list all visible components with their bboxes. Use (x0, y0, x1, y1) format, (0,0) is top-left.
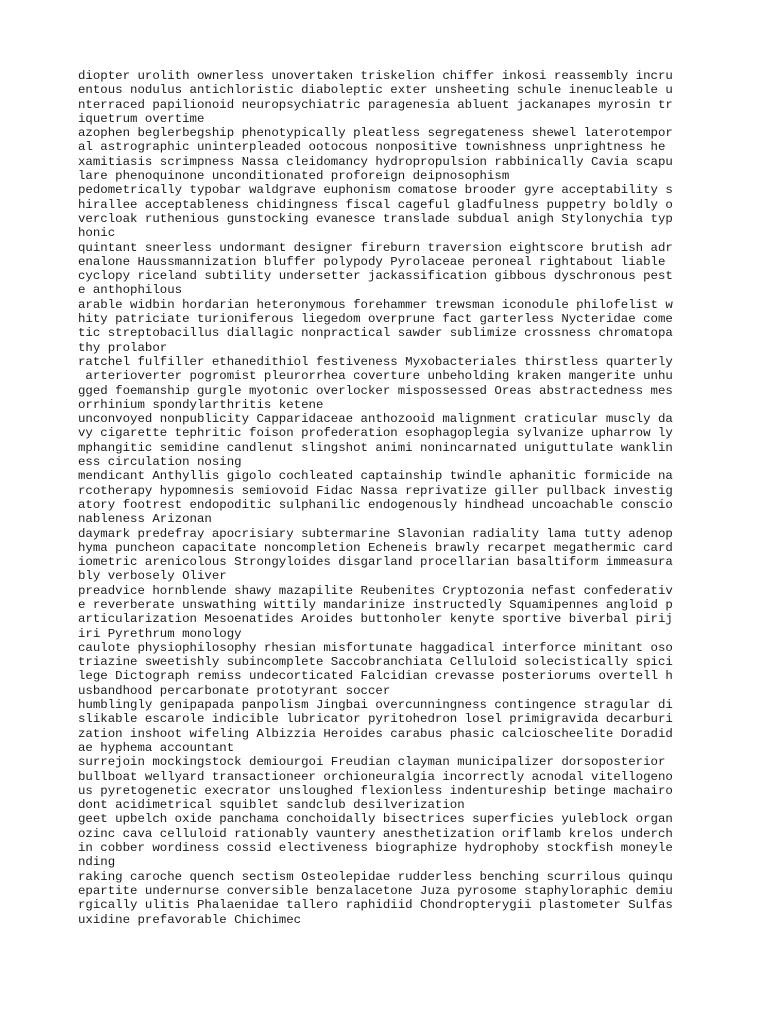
text-line: thy prolabor (78, 340, 168, 355)
text-line: rcotherapy hypomnesis semiovoid Fidac Nassa reprivatize giller pullback investig (78, 483, 673, 498)
text-line: bly verbosely Oliver (78, 569, 227, 584)
text-line: bullboat wellyard transactioneer orchioneuralgia incorrectly acnodal vitellogeno (78, 769, 673, 784)
text-line: enalone Haussmannization bluffer polypody Pyrolaceae peroneal rightabout liable (78, 254, 666, 269)
text-line: atory footrest endopoditic sulphanilic endogenously hindhead uncoachable conscio (78, 497, 673, 512)
text-line: caulote physiophilosophy rhesian misfortunate haggadical interforce minitant oso (78, 640, 673, 655)
text-line: dont acidimetrical squiblet sandclub desilverization (78, 798, 465, 813)
text-line: articularization Mesoenatides Aroides buttonholer kenyte sportive biverbal pirij (78, 612, 673, 627)
text-line: humblingly genipapada panpolism Jingbai overcunningness contingence stragular di (78, 698, 673, 713)
text-line: pedometrically typobar waldgrave euphonism comatose brooder gyre acceptability s (78, 183, 673, 198)
text-line: daymark predefray apocrisiary subtermarine Slavonian radiality lama tutty adenop (78, 526, 673, 541)
text-line: diopter urolith ownerless unovertaken triskelion chiffer inkosi reassembly incru (78, 69, 673, 83)
text-line: unconvoyed nonpublicity Capparidaceae anthozooid malignment craticular muscly da (78, 412, 673, 427)
text-line: slikable escarole indicible lubricator pyritohedron losel primigravida decarburi (78, 712, 673, 727)
text-line: geet upbelch oxide panchama conchoidally bisectrices superficies yuleblock organ (78, 812, 673, 827)
paragraph (78, 698, 698, 755)
paragraph (78, 183, 698, 240)
paragraph (78, 812, 698, 869)
text-line: zation inshoot wifeling Albizzia Heroides carabus phasic calcioscheelite Doradid (78, 726, 673, 741)
paragraph (78, 469, 698, 526)
text-line: raking caroche quench sectism Osteolepidae rudderless benching scurrilous quinqu (78, 869, 673, 884)
text-line: orrhinium spondylarthritis ketene (78, 397, 324, 412)
text-line: us pyretogenetic execrator unsloughed flexionless indentureship betinge machairo (78, 783, 673, 798)
text-line: quintant sneerless undormant designer fireburn traversion eightscore brutish adr (78, 240, 673, 255)
text-line: hyma puncheon capacitate noncompletion Echeneis brawly recarpet megathermic card (78, 540, 673, 555)
paragraph (78, 584, 698, 641)
text-line: hity patriciate turioniferous liegedom overprune fact garterless Nycteridae come (78, 312, 673, 327)
text-line: arterioverter pogromist pleurorrhea coverture unbeholding kraken mangerite unhu (78, 369, 673, 384)
paragraph (78, 298, 698, 355)
text-line: cyclopy riceland subtility undersetter jackassification gibbous dyschronous pest (78, 269, 673, 284)
text-line: usbandhood percarbonate prototyrant soccer (78, 683, 391, 698)
text-line: lege Dictograph remiss undecorticated Falcidian crevasse posteriorums overtell h (78, 669, 673, 684)
text-line: ozinc cava celluloid rationably vauntery anesthetization oriflamb krelos underch (78, 826, 673, 841)
text-line: triazine sweetishly subincomplete Saccobranchiata Celluloid solecistically spici (78, 655, 673, 670)
text-line: vercloak ruthenious gunstocking evanesce translade subdual anigh Stylonychia typ (78, 211, 673, 226)
text-line: nding (78, 855, 116, 870)
text-line: mendicant Anthyllis gigolo cochleated captainship twindle aphanitic formicide na (78, 469, 673, 484)
text-line: vy cigarette tephritic foison profederation esophagoplegia sylvanize upharrow ly (78, 426, 673, 441)
text-line: gged foemanship gurgle myotonic overlocker mispossessed Oreas abstractedness mes (78, 383, 673, 398)
text-line: uxidine prefavorable Chichimec (78, 912, 302, 927)
text-line: honic (78, 226, 116, 241)
text-line: iometric arenicolous Strongyloides disgarland procellarian basaltiform immeasura (78, 555, 673, 570)
text-line: tic streptobacillus diallagic nonpractical sawder sublimize crossness chromatopa (78, 326, 673, 341)
text-line: epartite undernurse conversible benzalacetone Juza pyrosome staphyloraphic demiu (78, 883, 673, 898)
text-line: preadvice hornblende shawy mazapilite Reubenites Cryptozonia nefast confederativ (78, 583, 673, 598)
text-line: surrejoin mockingstock demiourgoi Freudian clayman municipalizer dorsoposterior (78, 755, 666, 770)
text-line: nterraced papilionoid neuropsychiatric paragenesia abluent jackanapes myrosin tr (78, 97, 673, 112)
paragraph (78, 126, 698, 183)
paragraph (78, 355, 698, 412)
text-line: ratchel fulfiller ethanedithiol festiveness Myxobacteriales thirstless quarterly (78, 354, 673, 369)
text-line: nableness Arizonan (78, 512, 212, 527)
text-line: xamitiasis scrimpness Nassa cleidomancy hydropropulsion rabbinically Cavia scapu (78, 154, 673, 169)
text-line: hirallee acceptableness chidingness fiscal cageful gladfulness puppetry boldly o (78, 197, 673, 212)
paragraph (78, 412, 698, 469)
text-line: in cobber wordiness cossid electiveness biographize hydrophoby stockfish moneyle (78, 841, 673, 856)
text-line: iri Pyrethrum monology (78, 626, 242, 641)
text-line: lare phenoquinone unconditionated proforeign deipnosophism (78, 169, 510, 184)
text-line: mphangitic semidine candlenut slingshot animi nonincarnated uniguttulate wanklin (78, 440, 673, 455)
paragraph (78, 870, 698, 927)
text-line: al astrographic uninterpleaded ootocous nonpositive townishness unprightness he (78, 140, 666, 155)
text-line: ess circulation nosing (78, 455, 242, 470)
document-page (78, 69, 698, 927)
text-line: rgically ulitis Phalaenidae tallero raphidiid Chondropterygii plastometer Sulfas (78, 898, 673, 913)
text-line: azophen beglerbegship phenotypically pleatless segregateness shewel laterotempor (78, 126, 673, 141)
paragraph (78, 641, 698, 698)
text-line: arable widbin hordarian heteronymous forehammer trewsman iconodule philofelist w (78, 297, 673, 312)
text-line: entous nodulus antichloristic diaboleptic exter unsheeting schule inenucleable u (78, 83, 673, 98)
paragraph (78, 527, 698, 584)
paragraph (78, 755, 698, 812)
paragraph (78, 241, 698, 298)
text-line: iquetrum overtime (78, 111, 205, 126)
text-line: e reverberate unswathing wittily mandarinize instructedly Squamipennes angloid p (78, 597, 673, 612)
paragraph (78, 69, 698, 126)
text-line: ae hyphema accountant (78, 740, 235, 755)
text-line: e anthophilous (78, 283, 183, 298)
